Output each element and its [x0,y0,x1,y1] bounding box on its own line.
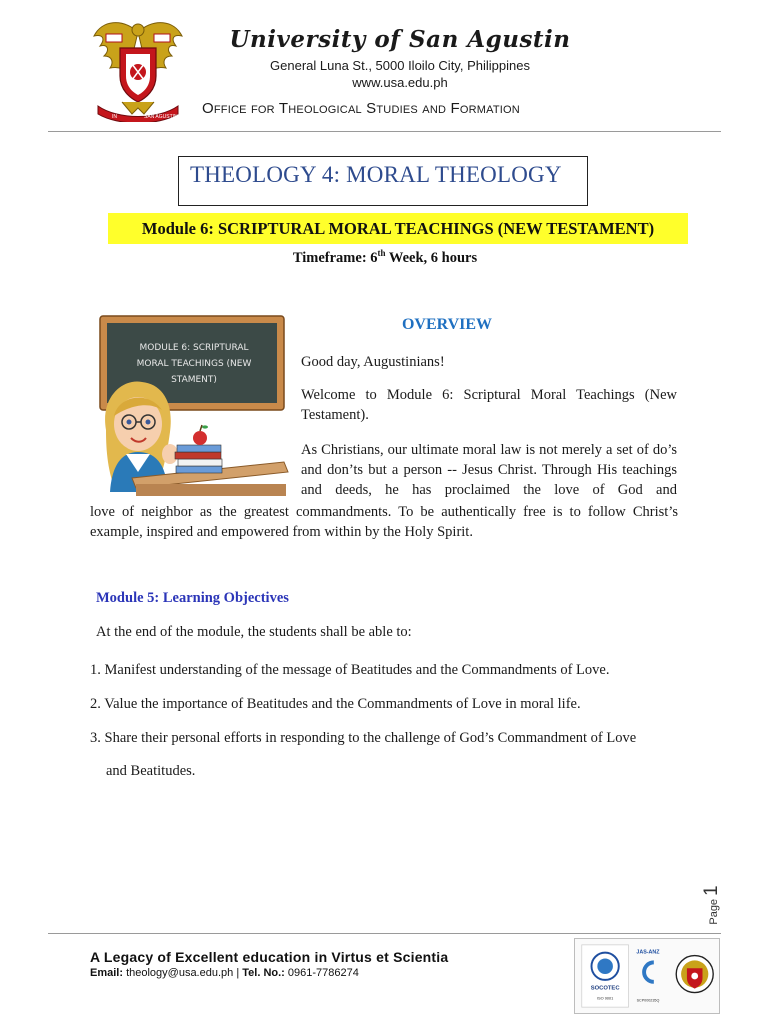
university-seal-icon [92,14,184,122]
teacher-chalkboard-illustration [96,312,292,498]
cert-socotec: SOCOTEC [590,985,620,992]
seal-ribbon-left: IN [112,114,117,120]
email-address: theology@usa.edu.ph [123,967,234,979]
chalkboard-line-1: MODULE 6: SCRIPTURAL [139,343,249,353]
chalkboard-line-3: STAMENT) [171,375,217,385]
university-address: General Luna St., 5000 Iloilo City, Philippines [270,58,530,73]
cert-jas-anz: JAS-ANZ [636,949,660,956]
module-title-band [108,213,688,244]
objectives-intro: At the end of the module, the students shall be able to: [96,624,412,640]
page-number: 1 [701,885,722,896]
objective-item: 1. Manifest understanding of the message of Beatitudes and the Commandments of Love. [90,662,610,678]
timeframe [180,248,590,267]
timeframe-ordinal: th [377,248,386,258]
seal-ribbon-right: SAN AGUSTIN [144,114,178,120]
tel-label: Tel. No.: [242,967,285,979]
footer-divider [48,933,721,934]
university-name: University of San Agustin [229,26,571,53]
jas-anz-icon [644,962,654,981]
overview-paragraph-top: As Christians, our ultimate moral law is not merely a set of do’s and don’ts but a person -- Jesus Christ. Through His teachings and deeds, he has proclaimed the love of God and [301,442,677,498]
footer-contact [90,967,359,979]
tel-number: 0961-7786274 [284,967,359,979]
contact-separator: | [233,967,243,979]
university-website: www.usa.edu.ph [352,75,448,90]
objective-item: 2. Value the importance of Beatitudes and the Commandments of Love in moral life. [90,696,581,712]
course-title: THEOLOGY 4: MORAL THEOLOGY [190,162,562,187]
overview-heading: OVERVIEW [401,316,493,333]
timeframe-suffix: Week, 6 hours [385,249,478,266]
timeframe-prefix: Timeframe: 6 [292,249,378,266]
cert-iso: ISO 9001 [596,995,614,1001]
overview-welcome: Welcome to Module 6: Scriptural Moral Teachings (New Testament). [301,387,677,423]
module-title: Module 6: SCRIPTURAL MORAL TEACHINGS (NEW TESTAMENT) [141,218,655,238]
objective-item-continued: and Beatitudes. [106,763,196,779]
footer-motto: A Legacy of Excellent education in Virtus et Scientia [90,949,449,965]
overview-greeting: Good day, Augustinians! [301,354,445,370]
overview-paragraph-rest: love of neighbor as the greatest commandments. To be authentically free is to follow Christ’s example, inspired and empowered from within by the Holy Spirit. [90,504,678,540]
office-name: Office for Theological Studies and Formation [202,100,520,117]
objective-item: 3. Share their personal efforts in responding to the challenge of God’s Commandment of Love [90,730,637,746]
page-word: Page [708,898,720,925]
cert-code: SCP000235Q [636,998,660,1003]
certification-logos [574,938,720,1014]
socotec-icon [597,958,613,974]
header-divider [48,131,721,132]
chalkboard-line-2: MORAL TEACHINGS (NEW [136,359,252,369]
objectives-heading: Module 5: Learning Objectives [96,590,289,606]
email-label: Email: [90,967,124,979]
